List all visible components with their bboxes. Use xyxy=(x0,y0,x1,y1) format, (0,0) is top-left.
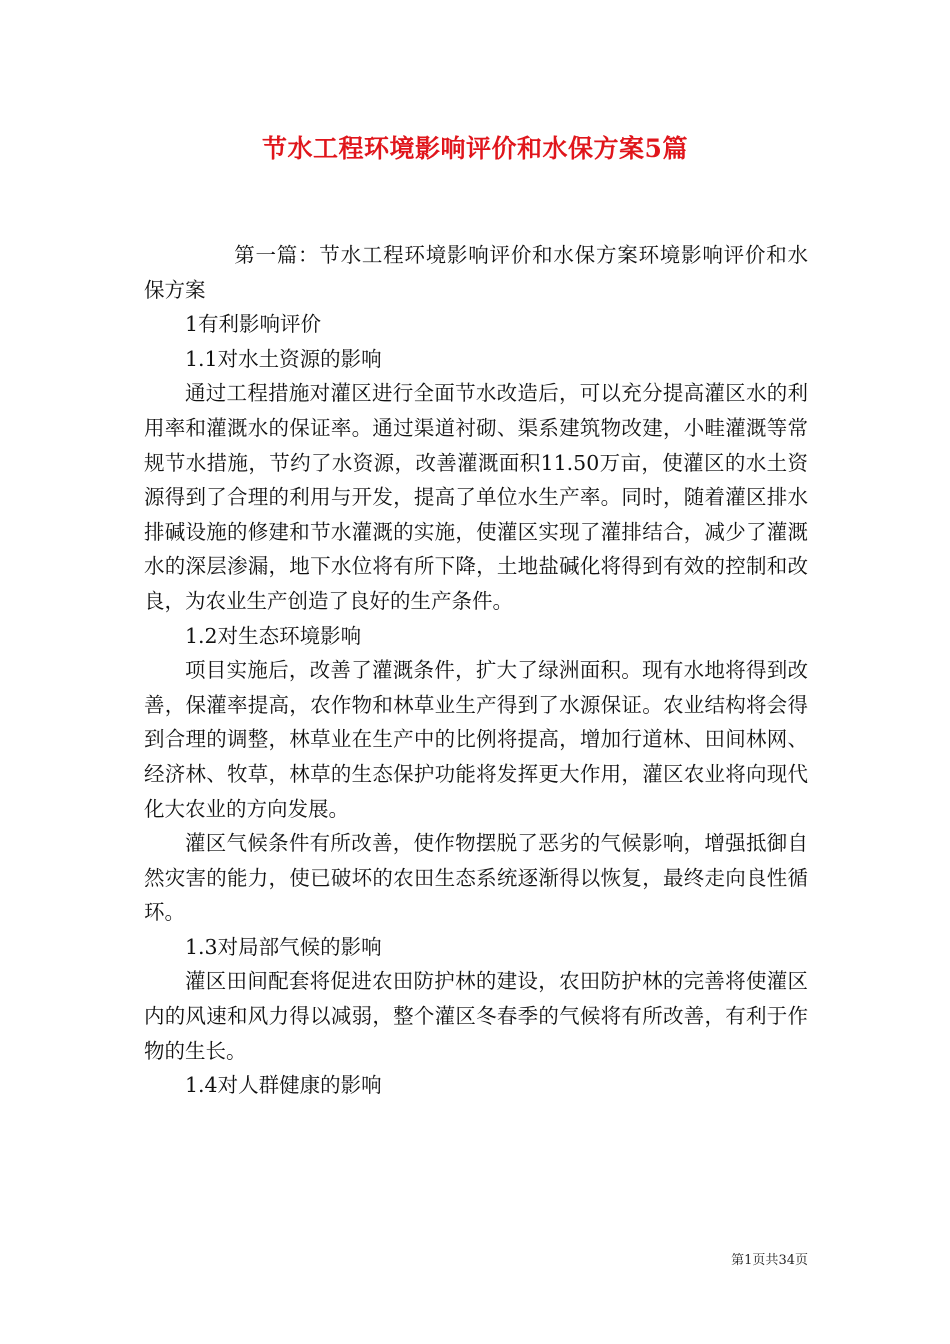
body-paragraph: 灌区气候条件有所改善，使作物摆脱了恶劣的气候影响，增强抵御自然灾害的能力，使已破坏的农田生态系统逐渐得以恢复，最终走向良性循环。 xyxy=(144,831,808,925)
document-title: 节水工程环境影响评价和水保方案5篇 xyxy=(262,134,688,163)
page-number-footer xyxy=(0,1252,808,1270)
section-heading: 1.2对生态环境影响 xyxy=(185,623,362,648)
current-page-number: 1 xyxy=(744,1253,753,1268)
total-page-count: 34 xyxy=(778,1253,795,1268)
footer-prefix: 第 xyxy=(731,1253,745,1268)
footer-suffix: 页 xyxy=(794,1253,808,1268)
body-paragraph: 通过工程措施对灌区进行全面节水改造后，可以充分提高灌区水的利用率和灌溉水的保证率。通过渠道衬砌、渠系建筑物改建，小畦灌溉等常规节水措施，节约了水资源，改善灌溉面积11.50万亩，使灌区的水土资源得到了合理的利用与开发，提高了单位水生产率。同时，随着灌区排水排碱设施的修建和节水灌溉的实施，使灌区实现了灌排结合，减少了灌溉水的深层渗漏，地下水位将有所下降，土地盐碱化将得到有效的控制和改良，为农业生产创造了良好的生产条件。 xyxy=(144,381,808,613)
section-heading: 1有利影响评价 xyxy=(185,312,322,337)
section-heading: 1.3对局部气候的影响 xyxy=(185,934,382,959)
body-paragraph: 项目实施后，改善了灌溉条件，扩大了绿洲面积。现有水地将得到改善，保灌率提高，农作物和林草业生产得到了水源保证。农业结构将会得到合理的调整，林草业在生产中的比例将提高，增加行道林、田间林网、经济林、牧草，林草的生态保护功能将发挥更大作用，灌区农业将向现代化大农业的方向发展。 xyxy=(144,658,808,821)
intro-paragraph: 第一篇：节水工程环境影响评价和水保方案环境影响评价和水保方案 xyxy=(144,243,808,302)
body-paragraph: 灌区田间配套将促进农田防护林的建设，农田防护林的完善将使灌区内的风速和风力得以减弱，整个灌区冬春季的气候将有所改善，有利于作物的生长。 xyxy=(144,969,808,1063)
section-heading: 1.4对人群健康的影响 xyxy=(185,1073,382,1098)
footer-middle: 页共 xyxy=(752,1253,779,1268)
section-heading: 1.1对水土资源的影响 xyxy=(185,346,382,371)
document-body xyxy=(144,238,808,1103)
